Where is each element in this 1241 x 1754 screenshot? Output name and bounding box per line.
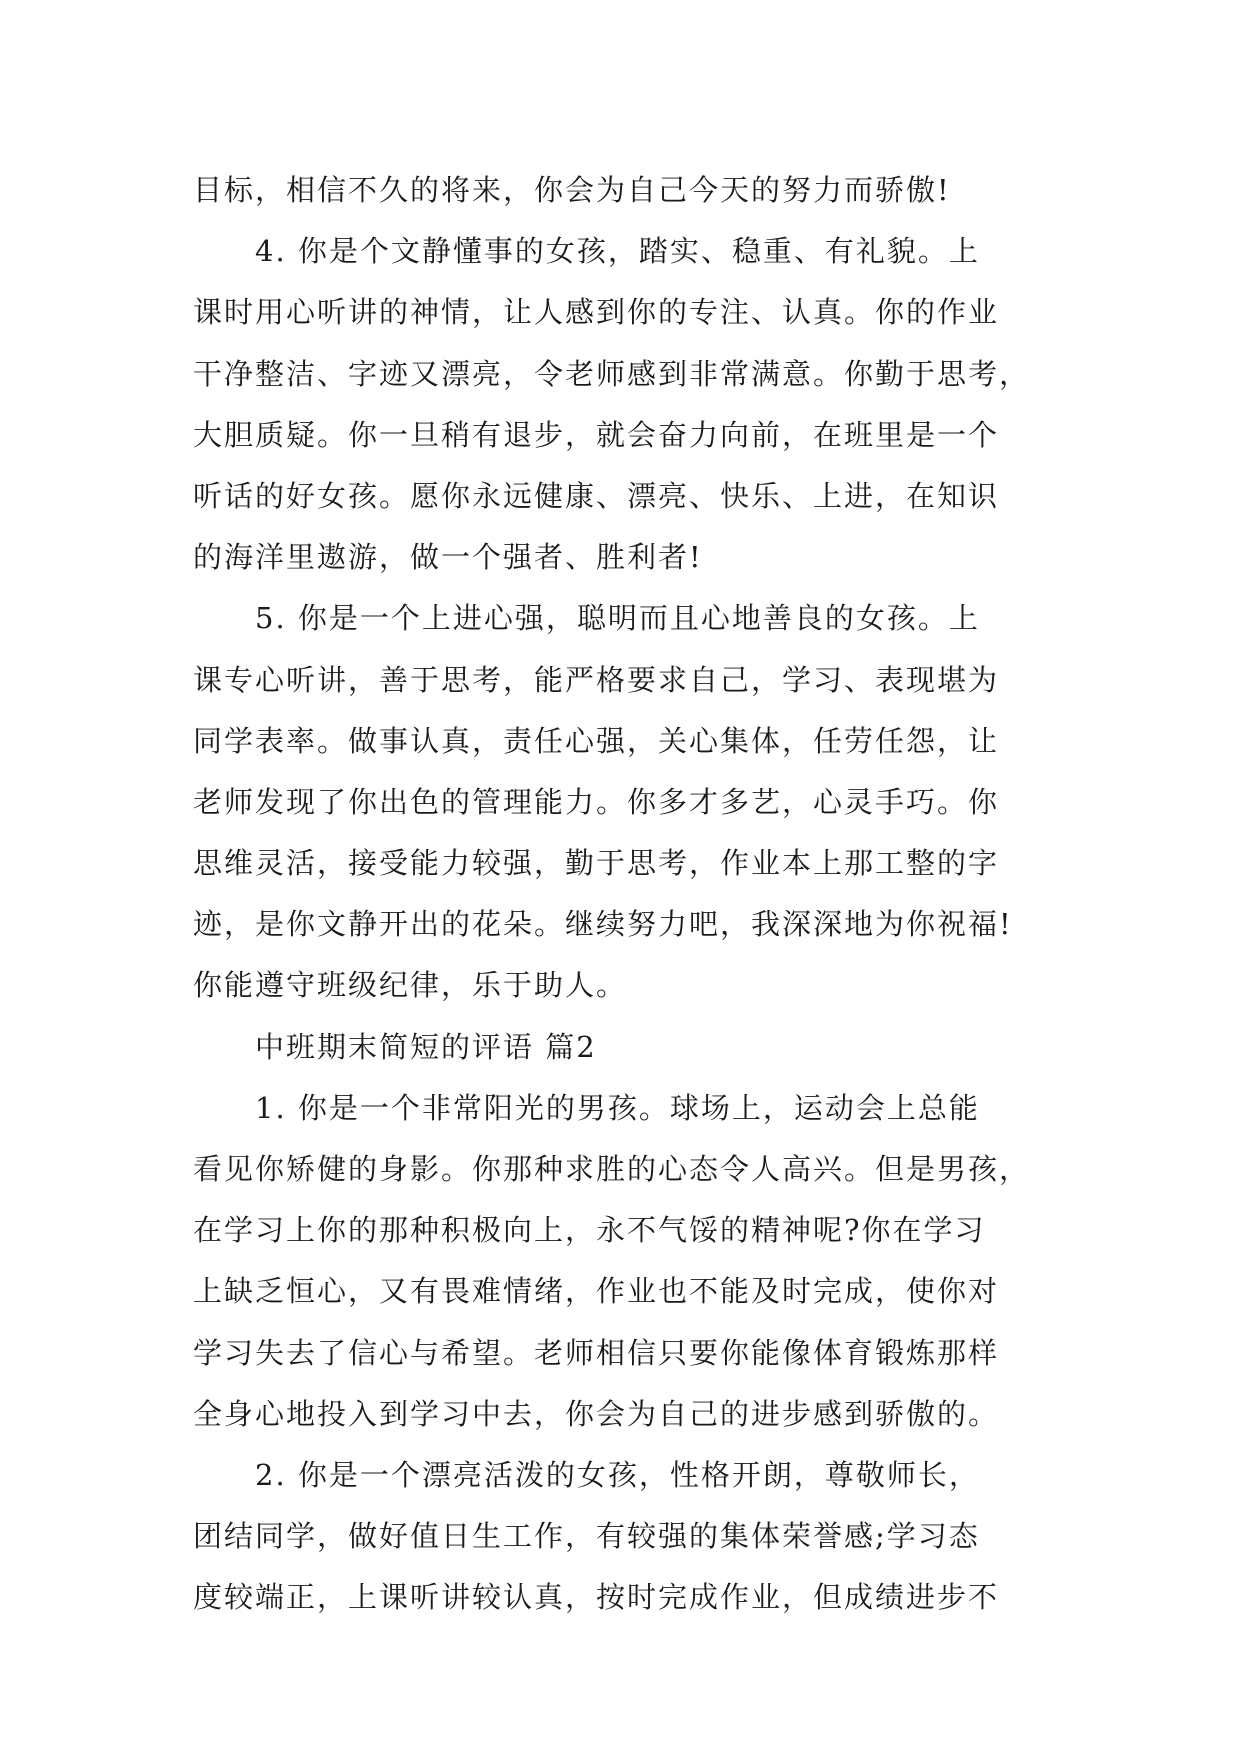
text-line: 全身心地投入到学习中去，你会为自己的进步感到骄傲的。 xyxy=(193,1396,1000,1431)
text-line: 团结同学，做好值日生工作，有较强的集体荣誉感;学习态 xyxy=(193,1519,980,1554)
text-line: 4. 你是个文静懂事的女孩，踏实、稳重、有礼貌。上 xyxy=(255,234,980,269)
text-line: 1. 你是一个非常阳光的男孩。球场上，运动会上总能 xyxy=(255,1090,980,1125)
text-line: 的海洋里遨游，做一个强者、胜利者! xyxy=(193,540,703,575)
text-line: 老师发现了你出色的管理能力。你多才多艺，心灵手巧。你 xyxy=(193,784,1000,819)
text-line: 2. 你是一个漂亮活泼的女孩，性格开朗，尊敬师长， xyxy=(255,1457,980,1492)
text-line: 课专心听讲，善于思考，能严格要求自己，学习、表现堪为 xyxy=(193,662,1000,697)
text-line: 你能遵守班级纪律，乐于助人。 xyxy=(193,968,628,1003)
text-line: 听话的好女孩。愿你永远健康、漂亮、快乐、上进，在知识 xyxy=(193,478,1000,513)
text-line: 目标，相信不久的将来，你会为自己今天的努力而骄傲! xyxy=(193,173,951,207)
text-line: 5. 你是一个上进心强，聪明而且心地善良的女孩。上 xyxy=(255,601,980,636)
text-line: 看见你矫健的身影。你那种求胜的心态令人高兴。但是男孩， xyxy=(193,1152,1031,1186)
text-line: 在学习上你的那种积极向上，永不气馁的精神呢?你在学习 xyxy=(193,1213,986,1248)
text-line: 上缺乏恒心，又有畏难情绪，作业也不能及时完成，使你对 xyxy=(193,1274,1000,1309)
text-line: 课时用心听讲的神情，让人感到你的专注、认真。你的作业 xyxy=(193,295,1000,330)
text-line: 学习失去了信心与希望。老师相信只要你能像体育锻炼那样 xyxy=(193,1335,1000,1370)
text-line: 同学表率。做事认真，责任心强，关心集体，任劳任怨，让 xyxy=(193,723,1000,758)
text-line: 干净整洁、字迹又漂亮，令老师感到非常满意。你勤于思考， xyxy=(193,356,1031,391)
text-line: 思维灵活，接受能力较强，勤于思考，作业本上那工整的字 xyxy=(193,846,1000,881)
document-body xyxy=(193,160,1063,1629)
text-line: 大胆质疑。你一旦稍有退步，就会奋力向前，在班里是一个 xyxy=(193,417,1000,452)
text-line: 中班期末简短的评语 篇2 xyxy=(255,1029,597,1064)
text-line: 度较端正，上课听讲较认真，按时完成作业，但成绩进步不 xyxy=(193,1580,1000,1615)
text-line: 迹，是你文静开出的花朵。继续努力吧，我深深地为你祝福! xyxy=(193,907,1013,942)
